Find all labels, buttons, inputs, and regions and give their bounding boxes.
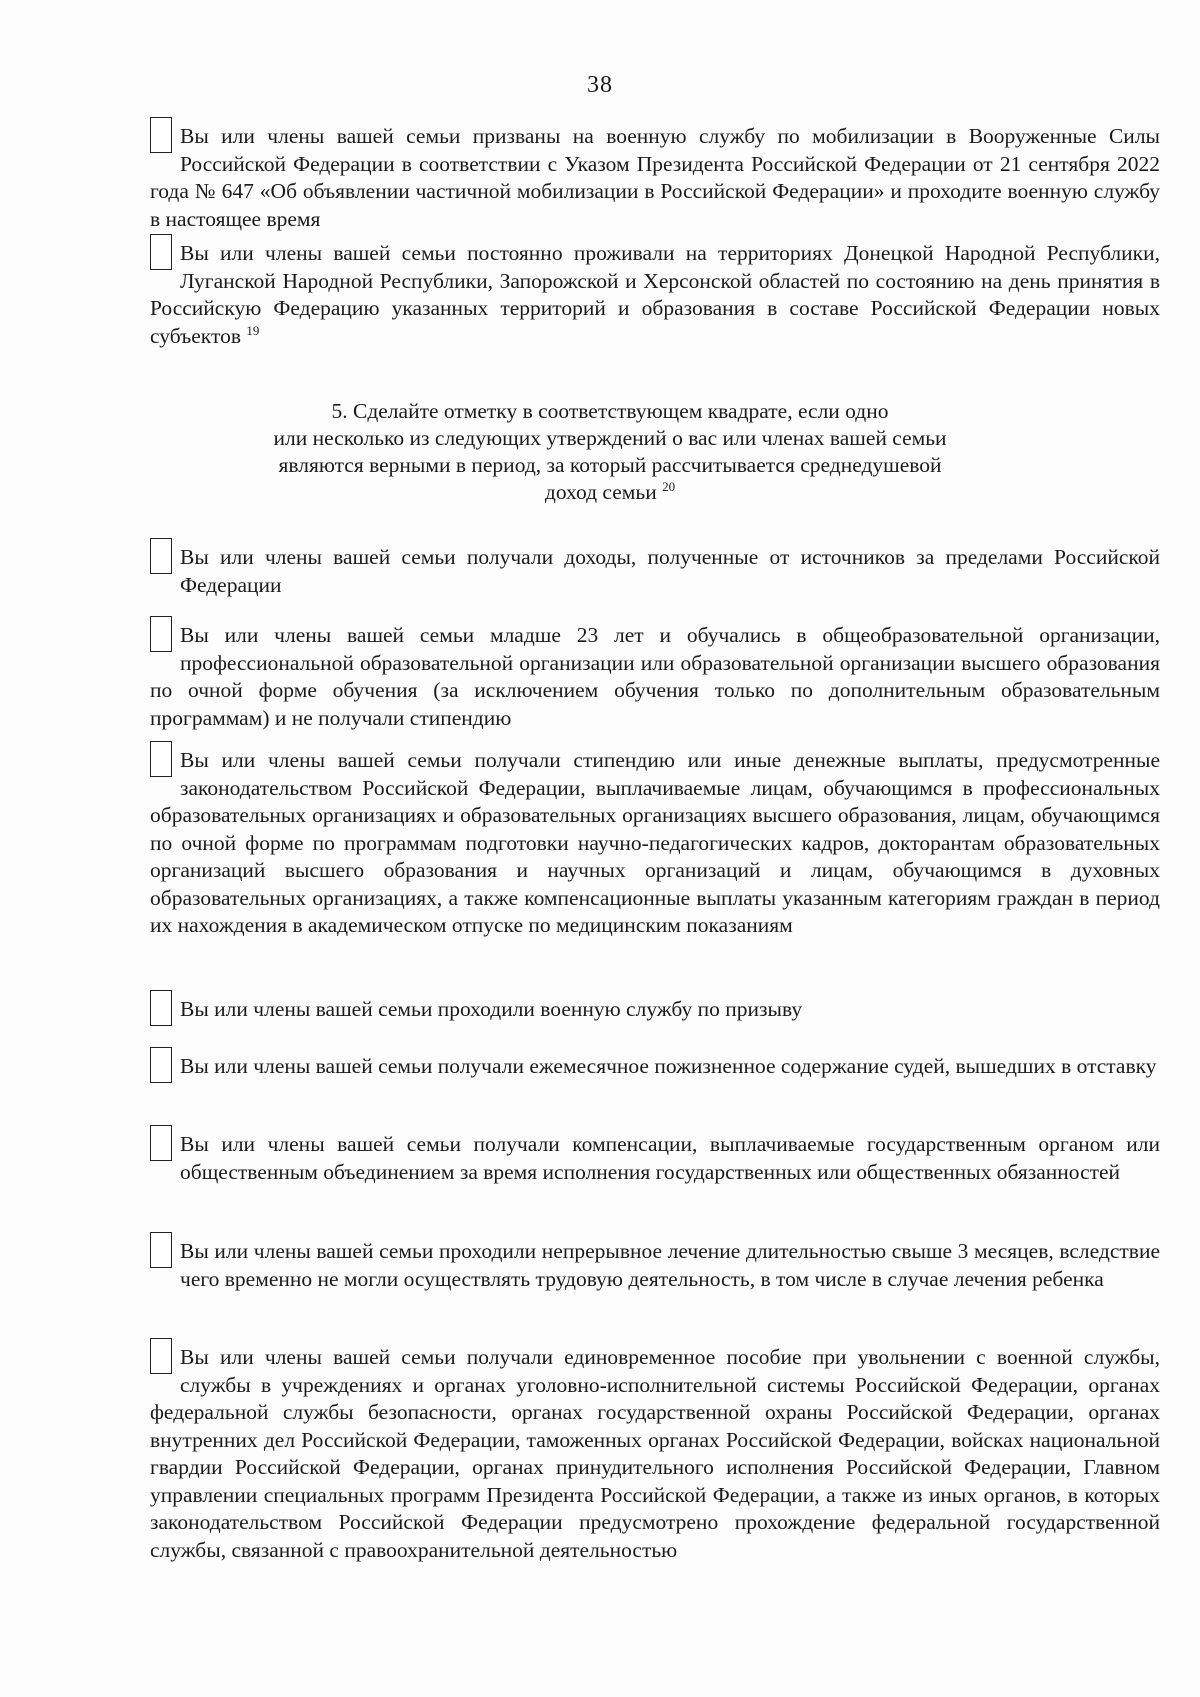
checklist-item-text: Вы или члены вашей семьи призваны на военную службу по мобилизации в Вооруженные Силы Российской Федерации в соответствии с Указом Президента Российской Федерации от 21 сентября 2022 года № 647 «Об объявлении частичной мобилизации в Российской Федерации» и проходите военную службу в настоящее время (150, 124, 1160, 231)
checklist-item-text: Вы или члены вашей семьи постоянно проживали на территориях Донецкой Народной Республики, Луганской Народной Республики, Запорожской и Херсонской областей по состоянию на день принятия в Российскую Федерацию указанных территорий и образования в составе Российской Федерации новых субъектов (150, 241, 1160, 348)
checklist-item-students-no-stipend (150, 622, 1160, 732)
section-heading-line: или несколько из следующих утверждений о вас или членах вашей семьи (273, 426, 947, 450)
checkbox[interactable] (150, 616, 172, 652)
checkbox[interactable] (150, 1047, 172, 1083)
checklist-item-new-territories (150, 240, 1160, 350)
checklist-item-compensation-duties (150, 1131, 1160, 1186)
checkbox[interactable] (150, 234, 172, 270)
checkbox[interactable] (150, 1125, 172, 1161)
checklist-item-conscript-service (150, 996, 1160, 1026)
checklist-item-stipend (150, 747, 1160, 940)
page-number: 38 (587, 72, 613, 98)
checklist-item-text: Вы или члены вашей семьи младше 23 лет и обучались в общеобразовательной организации, профессиональной образовательной организации или образовательной организации высшего образования по очной форме обучения (за исключением обучения только по дополнительным образовательным программам) и не получали стипендию (150, 623, 1160, 730)
footnote-ref: 20 (662, 478, 676, 494)
checkbox[interactable] (150, 1338, 172, 1374)
section-heading-line: являются верными в период, за который рассчитывается среднедушевой (278, 453, 942, 477)
checklist-item-text: Вы или члены вашей семьи проходили непрерывное лечение длительностью свыше 3 месяцев, вследствие чего временно не могли осуществлять трудовую деятельность, в том числе в случае лечения ребенка (180, 1239, 1160, 1291)
section-heading-line: 5. Сделайте отметку в соответствующем квадрате, если одно (331, 399, 889, 423)
checklist-item-text: Вы или члены вашей семьи получали доходы, полученные от источников за пределами Российской Федерации (180, 545, 1160, 597)
checkbox[interactable] (150, 990, 172, 1026)
footnote-ref: 19 (246, 322, 260, 338)
checklist-item-text: Вы или члены вашей семьи получали ежемесячное пожизненное содержание судей, вышедших в отставку (180, 1054, 1157, 1078)
checkbox[interactable] (150, 741, 172, 777)
section-heading (230, 398, 990, 506)
section-heading-text: доход семьи (544, 480, 657, 504)
section-heading-line (230, 479, 990, 506)
checklist-item-retired-judges (150, 1053, 1160, 1083)
checklist-item-mobilization (150, 123, 1160, 233)
checklist-item-long-treatment (150, 1238, 1160, 1293)
checkbox[interactable] (150, 1232, 172, 1268)
checklist-item-severance-allowance (150, 1344, 1160, 1564)
checklist-item-text: Вы или члены вашей семьи получали стипендию или иные денежные выплаты, предусмотренные законодательством Российской Федерации, выплачиваемые лицам, обучающимся в профессиональных образовательных организациях и образовательных организациях высшего образования, лицам, обучающимся по очной форме по программам подготовки научно-педагогических кадров, докторантам образовательных организаций высшего образования и научных организаций и лицам, обучающимся в духовных образовательных организациях, а также компенсационные выплаты указанным категориям граждан в период их нахождения в академическом отпуске по медицинским показаниям (150, 748, 1160, 937)
checklist-item-foreign-income (150, 544, 1160, 599)
checklist-item-text: Вы или члены вашей семьи получали компенсации, выплачиваемые государственным органом или общественным объединением за время исполнения государственных или общественных обязанностей (180, 1132, 1160, 1184)
checklist-item-text: Вы или члены вашей семьи проходили военную службу по призыву (180, 997, 803, 1021)
checklist-item-text: Вы или члены вашей семьи получали единовременное пособие при увольнении с военной службы, службы в учреждениях и органах уголовно-исполнительной системы Российской Федерации, органах федеральной службы безопасности, органах государственной охраны Российской Федерации, органах внутренних дел Российской Федерации, таможенных органах Российской Федерации, войсках национальной гвардии Российской Федерации, органах принудительного исполнения Российской Федерации, Главном управлении специальных программ Президента Российской Федерации, а также из иных органов, в которых законодательством Российской Федерации предусмотрено прохождение федеральной государственной службы, связанной с правоохранительной деятельностью (150, 1345, 1160, 1562)
checkbox[interactable] (150, 538, 172, 574)
checkbox[interactable] (150, 117, 172, 153)
